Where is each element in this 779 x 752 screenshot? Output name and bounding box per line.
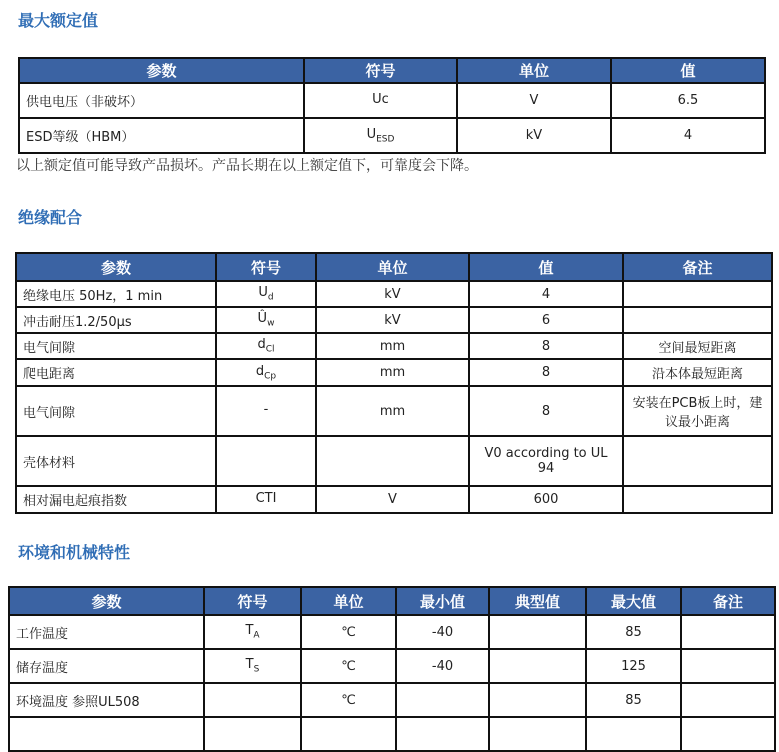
value-cell: 85 [586,683,681,717]
table-row [19,118,765,153]
value-cell: V [316,486,469,513]
symbol-subscript: Cl [265,344,275,355]
column-header: 参数 [19,58,304,83]
param-cell: 工作温度 [9,615,204,649]
symbol-subscript: d [267,292,274,303]
value-cell [681,717,775,751]
column-header: 值 [611,58,765,83]
table-row [9,649,775,683]
symbol-cell [216,436,316,486]
symbol-cell [216,486,316,513]
value-cell [623,307,772,333]
section-title-insulation: 绝缘配合 [18,208,83,227]
symbol-text: U [366,126,377,142]
param-cell: 储存温度 [9,649,204,683]
value-cell: ℃ [301,615,396,649]
value-cell: 4 [611,118,765,153]
param-cell: 冲击耐压1.2/50µs [16,307,216,333]
value-cell: kV [316,281,469,307]
column-header: 单位 [316,253,469,281]
symbol-cell [216,386,316,436]
value-cell: mm [316,333,469,359]
symbol-text: CTI [255,490,277,506]
symbol-text: d [255,363,265,379]
value-cell: kV [457,118,611,153]
table-row [19,83,765,118]
symbol-text: d [257,337,266,353]
value-cell [489,683,586,717]
value-cell: mm [316,359,469,386]
symbol-cell [204,717,301,751]
column-header: 备注 [623,253,772,281]
insulation-table [15,252,773,514]
symbol-subscript: S [253,664,260,675]
value-cell: ℃ [301,649,396,683]
value-cell: -40 [396,649,489,683]
table-row [16,436,772,486]
value-cell: 6 [469,307,623,333]
table-row [16,307,772,333]
param-cell: ESD等级（HBM） [19,118,304,153]
symbol-cell [304,118,457,153]
column-header: 最小值 [396,587,489,615]
header-row [16,253,772,281]
value-cell [681,649,775,683]
column-header: 值 [469,253,623,281]
value-cell: V0 according to UL 94 [469,436,623,486]
column-header: 参数 [16,253,216,281]
value-cell [681,615,775,649]
param-cell: 供电电压（非破坏） [19,83,304,118]
column-header: 单位 [301,587,396,615]
table-row [16,359,772,386]
value-cell: 4 [469,281,623,307]
symbol-cell [304,83,457,118]
value-cell [489,649,586,683]
value-cell: 空间最短距离 [623,333,772,359]
param-cell: 绝缘电压 50Hz，1 min [16,281,216,307]
symbol-subscript: A [253,630,260,641]
symbol-text: T [245,623,254,639]
symbol-cell [216,359,316,386]
table-row [16,386,772,436]
value-cell: kV [316,307,469,333]
symbol-cell [204,615,301,649]
value-cell [489,615,586,649]
environment-table [8,586,776,752]
value-cell: 安装在PCB板上时，建议最小距离 [623,386,772,436]
value-cell [396,683,489,717]
column-header: 符号 [216,253,316,281]
value-cell: ℃ [301,683,396,717]
param-cell [9,717,204,751]
symbol-cell [204,683,301,717]
table-row [9,683,775,717]
param-cell: 相对漏电起痕指数 [16,486,216,513]
symbol-cell [216,281,316,307]
value-cell [586,717,681,751]
table-row [9,717,775,751]
header-row [19,58,765,83]
ratings-note: 以上额定值可能导致产品损坏。产品长期在以上额定值下，可靠度会下降。 [16,158,478,174]
column-header: 符号 [204,587,301,615]
table-row [9,615,775,649]
column-header: 备注 [681,587,775,615]
value-cell [623,486,772,513]
value-cell [316,436,469,486]
symbol-text: U [258,285,268,301]
symbol-text: - [263,402,269,418]
symbol-text: Û [257,311,268,327]
value-cell: 125 [586,649,681,683]
symbol-subscript: Cp [264,371,277,382]
table-row [16,333,772,359]
value-cell [396,717,489,751]
max-ratings-table [18,57,766,154]
param-cell: 电气间隙 [16,333,216,359]
column-header: 最大值 [586,587,681,615]
section-title-environment: 环境和机械特性 [18,543,131,562]
column-header: 符号 [304,58,457,83]
symbol-cell [216,307,316,333]
column-header: 参数 [9,587,204,615]
symbol-subscript: w [267,318,275,329]
value-cell [489,717,586,751]
column-header: 单位 [457,58,611,83]
value-cell: 沿本体最短距离 [623,359,772,386]
table-row [16,281,772,307]
value-cell: 8 [469,386,623,436]
symbol-text: T [245,657,254,673]
table-row [16,486,772,513]
value-cell [681,683,775,717]
param-cell: 环境温度 参照UL508 [9,683,204,717]
value-cell: 6.5 [611,83,765,118]
param-cell: 壳体材料 [16,436,216,486]
param-cell: 爬电距离 [16,359,216,386]
symbol-text: Uc [372,91,389,107]
value-cell: -40 [396,615,489,649]
value-cell: 85 [586,615,681,649]
symbol-subscript: ESD [376,134,395,145]
value-cell: 600 [469,486,623,513]
param-cell: 电气间隙 [16,386,216,436]
value-cell [623,436,772,486]
value-cell: mm [316,386,469,436]
section-title-max-ratings: 最大额定值 [18,11,99,30]
symbol-cell [204,649,301,683]
symbol-cell [216,333,316,359]
value-cell [301,717,396,751]
value-cell [623,281,772,307]
header-row [9,587,775,615]
column-header: 典型值 [489,587,586,615]
value-cell: 8 [469,333,623,359]
value-cell: V [457,83,611,118]
value-cell: 8 [469,359,623,386]
